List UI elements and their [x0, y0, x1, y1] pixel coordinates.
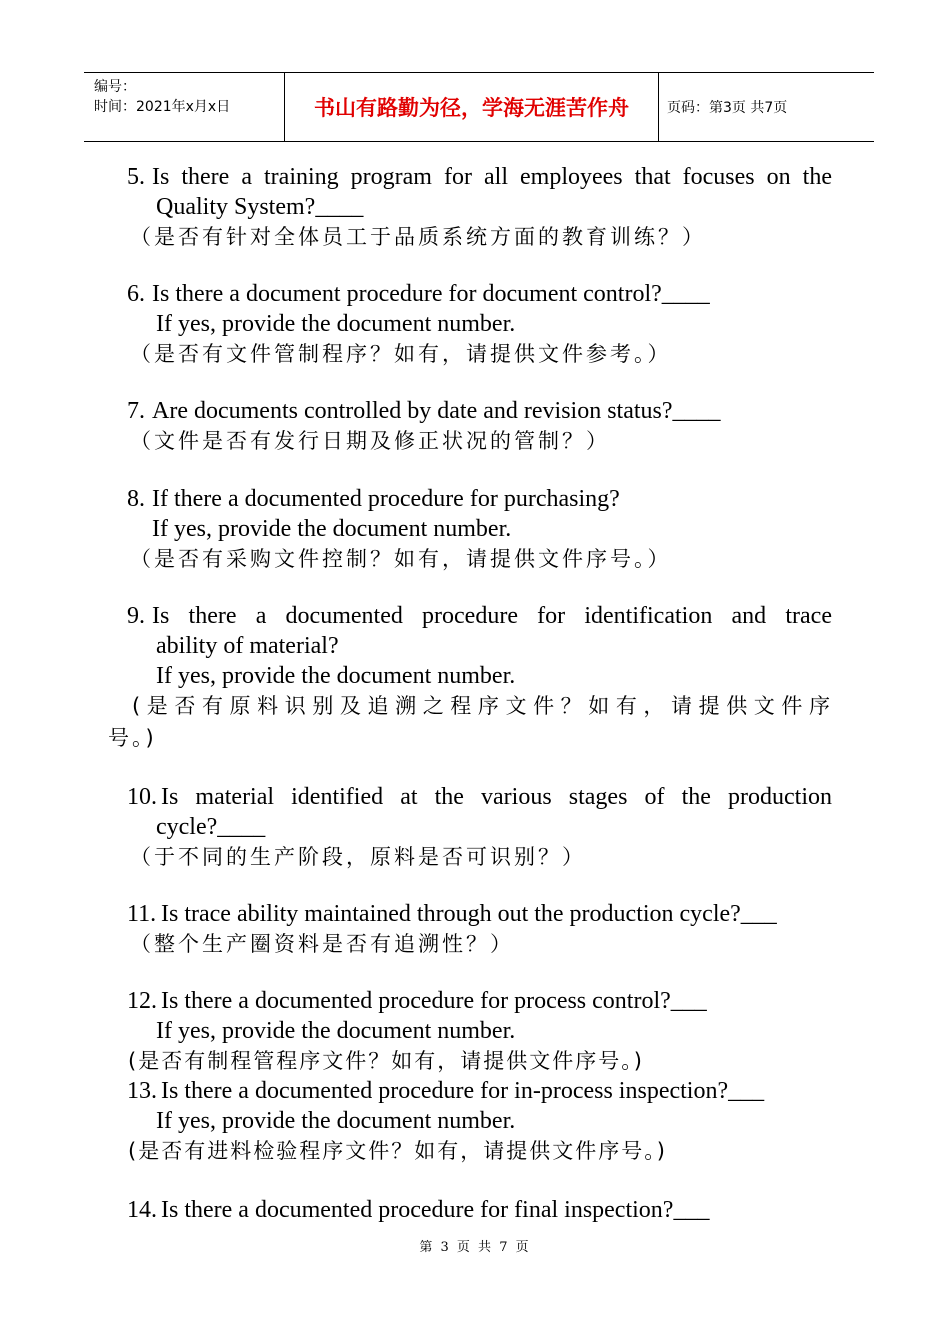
question-translation: (是否有进料检验程序文件？如有，请提供文件序号。) — [128, 1139, 667, 1163]
page-footer: 第 3 页 共 7 页 — [419, 1240, 531, 1255]
question-translation: (是否有制程管程序文件？如有，请提供文件序号。) — [128, 1049, 644, 1073]
question-text-cont: If yes, provide the document number. — [156, 1108, 516, 1134]
question-text: Is there a document procedure for document control?____ — [152, 281, 710, 307]
question-translation: （文件是否有发行日期及修正状况的管制？） — [130, 429, 610, 453]
header-page-info: 页码：第3页 共7页 — [667, 100, 788, 116]
question-translation: (是否有原料识别及追溯之程序文件？如有，请提供文件序 — [132, 694, 830, 718]
question-text: Is trace ability maintained through out the production cycle?___ — [161, 901, 777, 927]
question-text: If there a documented procedure for purchasing? — [152, 486, 620, 512]
document-time-label: 时间：2021年x月x日 — [94, 99, 231, 115]
question-text-cont: If yes, provide the document number. — [156, 311, 516, 337]
question-translation: （整个生产圈资料是否有追溯性？） — [130, 932, 514, 956]
question-number: 8. — [127, 486, 145, 512]
question-translation: （是否有文件管制程序？如有，请提供文件参考。） — [130, 342, 672, 366]
question-number: 10. — [127, 784, 157, 810]
question-text-cont: If yes, provide the document number. — [156, 663, 516, 689]
question-text: Is there a documented procedure for identification and trace — [152, 603, 832, 629]
question-text: Is there a training program for all employees that focuses on the — [152, 164, 832, 190]
question-text: Is material identified at the various stages of the production — [161, 784, 832, 810]
question-translation-cont: 号。) — [108, 726, 157, 750]
header-motto: 书山有路勤为径，学海无涯苦作舟 — [285, 73, 659, 141]
question-text-cont: If yes, provide the document number. — [156, 1018, 516, 1044]
page-header — [84, 72, 874, 142]
question-translation: （是否有采购文件控制？如有，请提供文件序号。） — [130, 547, 672, 571]
question-text-cont: Quality System?____ — [156, 194, 364, 220]
question-number: 5. — [127, 164, 145, 190]
question-number: 12. — [127, 988, 157, 1014]
question-number: 11. — [127, 901, 157, 927]
question-text: Is there a documented procedure for process control?___ — [161, 988, 707, 1014]
question-text-cont: ability of material? — [156, 633, 339, 659]
question-text: Is there a documented procedure for in-process inspection?___ — [161, 1078, 765, 1104]
question-number: 9. — [127, 603, 145, 629]
question-number: 14. — [127, 1197, 157, 1223]
question-number: 13. — [127, 1078, 157, 1104]
question-text: Is there a documented procedure for final inspection?___ — [161, 1197, 710, 1223]
question-text: Are documents controlled by date and revision status?____ — [152, 398, 721, 424]
header-meta — [84, 73, 285, 141]
question-translation: （于不同的生产阶段，原料是否可识别？） — [130, 845, 586, 869]
question-number: 7. — [127, 398, 145, 424]
question-translation: （是否有针对全体员工于品质系统方面的教育训练？） — [130, 225, 706, 249]
question-text-cont: cycle?____ — [156, 814, 266, 840]
document-number-label: 编号： — [94, 79, 136, 95]
question-number: 6. — [127, 281, 145, 307]
question-text-cont: If yes, provide the document number. — [152, 516, 512, 542]
